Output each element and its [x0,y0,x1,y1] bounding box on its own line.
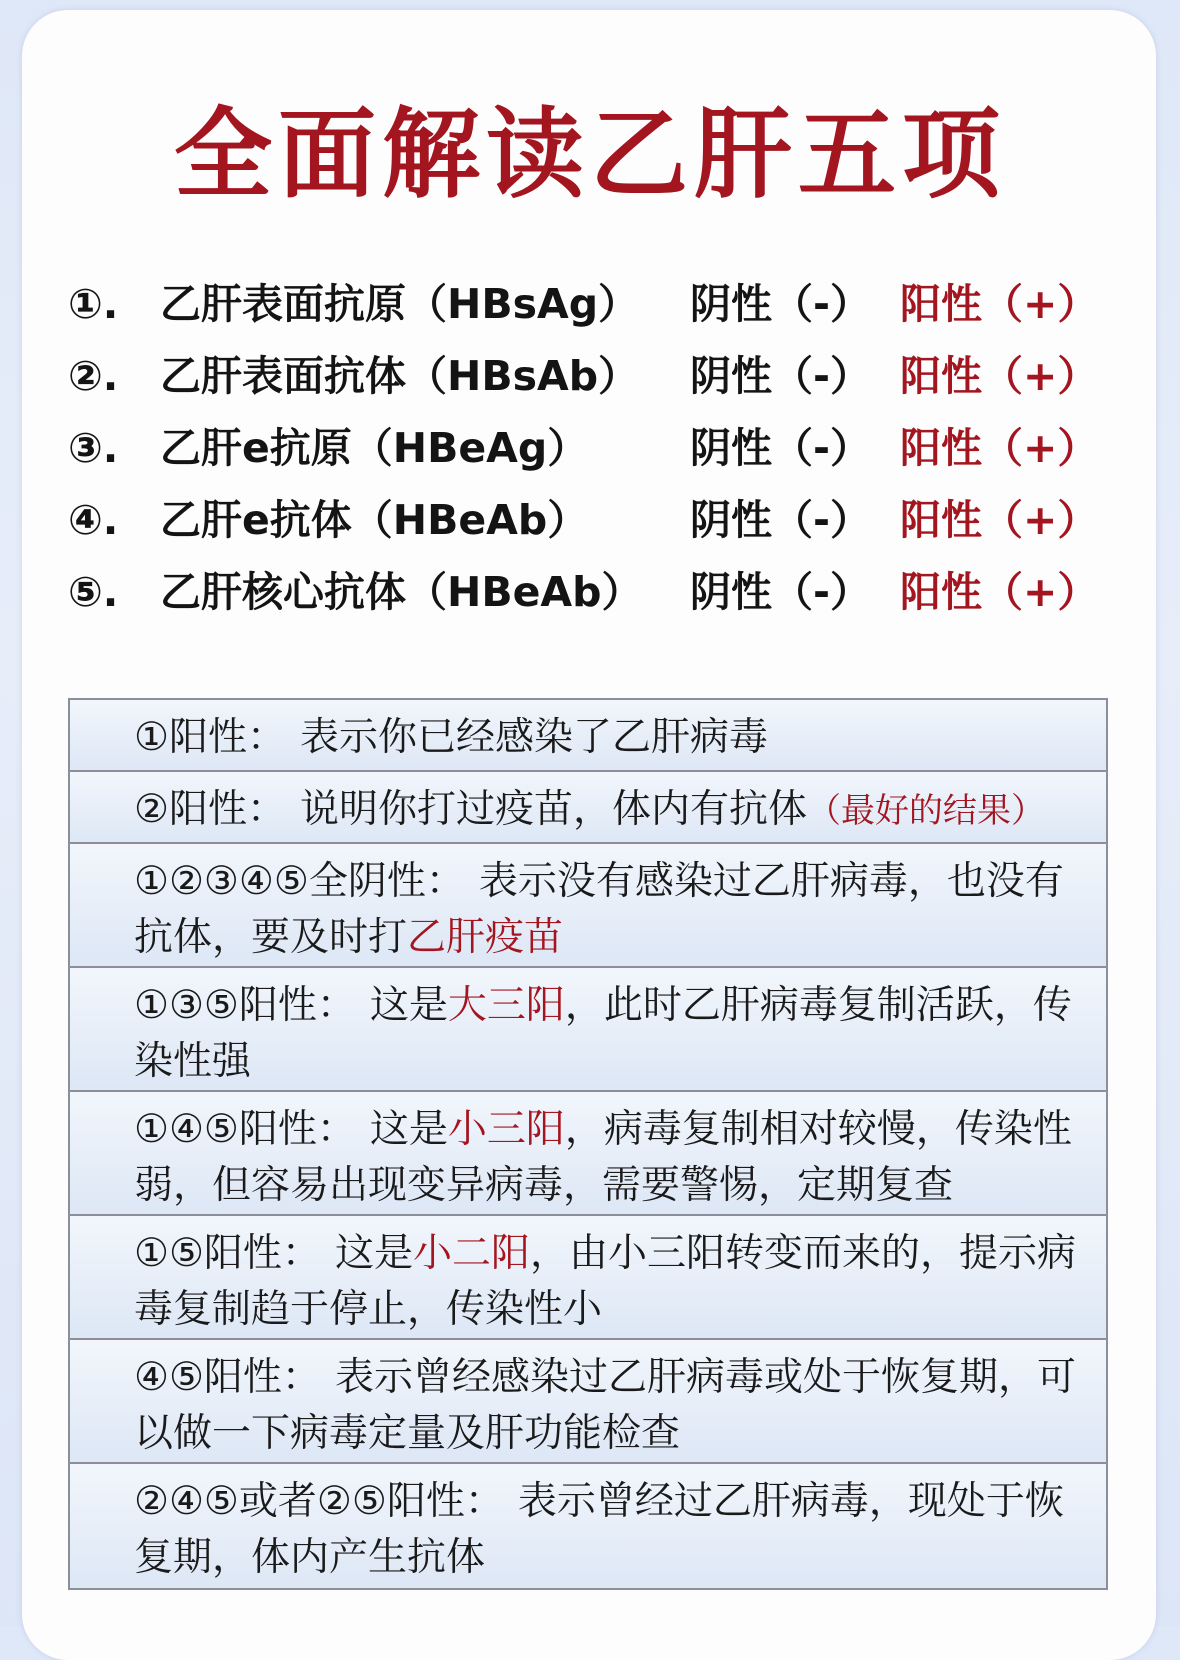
item-number: ①. [68,280,119,328]
row-label: ①②③④⑤全阴性： [134,859,465,904]
row-text: 这是 [369,983,448,1028]
table-row [70,1092,1106,1216]
row-label: ①④⑤阳性： [134,1107,356,1152]
row-label: ①⑤阳性： [134,1231,321,1276]
row-highlight: 大三阳 [447,983,565,1028]
row-text: 这是 [334,1231,413,1276]
item-number: ④. [68,496,119,544]
table-row [70,1340,1106,1464]
table-row [70,1216,1106,1340]
row-text: 表示没有感染过乙肝病毒，也没有抗体，要及时打 [134,859,1064,960]
item-number: ⑤. [68,568,119,616]
item-number: ③. [68,424,119,472]
row-highlight: 小二阳 [412,1231,530,1276]
table-row [70,700,1106,772]
positive-label: 阳性（+） [900,352,1099,400]
row-label: ②阳性： [134,787,286,832]
negative-label: 阴性（-） [690,280,872,328]
row-text-after: ，由小三阳转变而来的，提示病毒复制趋于停止，传染性小 [134,1231,1076,1332]
row-label: ①③⑤阳性： [134,983,356,1028]
row-label: ④⑤阳性： [134,1355,321,1400]
row-label: ②④⑤或者②⑤阳性： [134,1479,504,1524]
row-label: ①阳性： [134,715,286,760]
item-name: 乙肝e抗体（HBeAb） [160,496,589,544]
row-text: 表示曾经感染过乙肝病毒或处于恢复期，可以做一下病毒定量及肝功能检查 [134,1355,1076,1456]
positive-label: 阳性（+） [900,280,1099,328]
table-row [70,844,1106,968]
row-highlight: 小三阳 [447,1107,565,1152]
negative-label: 阴性（-） [690,352,872,400]
row-highlight: （最好的结果） [806,791,1045,831]
test-item-1 [68,268,1108,340]
row-text-after: ，病毒复制相对较慢，传染性弱，但容易出现变异病毒，需要警惕，定期复查 [134,1107,1072,1208]
table-row [70,1464,1106,1588]
test-item-4 [68,484,1108,556]
row-text-after: ，此时乙肝病毒复制活跃，传染性强 [134,983,1072,1084]
row-text: 表示曾经过乙肝病毒，现处于恢复期，体内产生抗体 [134,1479,1064,1580]
item-name: 乙肝表面抗体（HBsAb） [160,352,640,400]
negative-label: 阴性（-） [690,568,872,616]
interpretation-table [68,698,1108,1590]
positive-label: 阳性（+） [900,496,1099,544]
item-name: 乙肝表面抗原（HBsAg） [160,280,640,328]
item-number: ②. [68,352,119,400]
row-text: 这是 [369,1107,448,1152]
positive-label: 阳性（+） [900,568,1099,616]
table-row [70,968,1106,1092]
page-title: 全面解读乙肝五项 [173,98,1006,212]
item-name: 乙肝e抗原（HBeAg） [160,424,589,472]
test-item-list [68,268,1108,628]
test-item-3 [68,412,1108,484]
row-text: 表示你已经感染了乙肝病毒 [299,715,768,760]
row-text: 说明你打过疫苗，体内有抗体 [299,787,807,832]
item-name: 乙肝核心抗体（HBeAb） [160,568,643,616]
negative-label: 阴性（-） [690,496,872,544]
negative-label: 阴性（-） [690,424,872,472]
test-item-5 [68,556,1108,628]
table-row [70,772,1106,844]
positive-label: 阳性（+） [900,424,1099,472]
test-item-2 [68,340,1108,412]
row-highlight: 乙肝疫苗 [407,915,564,960]
